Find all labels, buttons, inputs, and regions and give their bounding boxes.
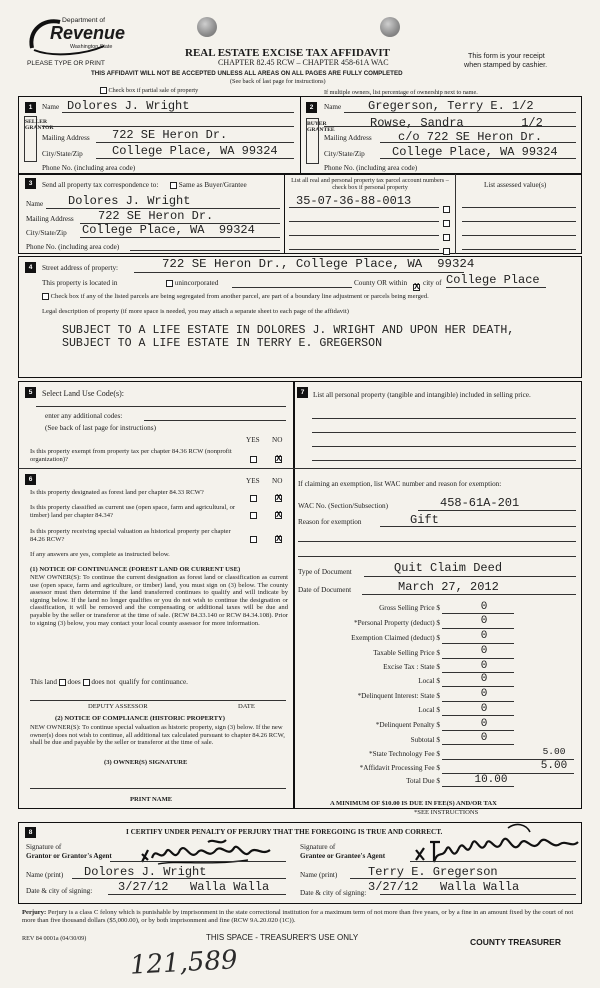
print-name-label: PRINT NAME — [130, 796, 173, 803]
section-6-badge: 6 — [25, 474, 36, 485]
s2-name-value-2[interactable]: Rowse, Sandra 1/2 — [370, 116, 543, 130]
property-city-value[interactable]: College Place — [446, 273, 540, 287]
s5-yes: YES — [246, 436, 260, 444]
section-5-badge: 5 — [25, 387, 36, 398]
taxable-price-label: Taxable Selling Price $ — [373, 649, 440, 657]
forest-yes-checkbox[interactable] — [250, 495, 257, 502]
doc-type-value[interactable]: Quit Claim Deed — [394, 561, 503, 575]
delinquent-penalty-label: *Delinquent Penalty $ — [375, 721, 440, 729]
section-7-badge: 7 — [297, 387, 308, 398]
grantor-name-print-label: Name (print) — [26, 871, 64, 879]
receipt-note-1: This form is your receipt — [468, 51, 545, 60]
segregated-checkbox[interactable] — [42, 293, 49, 300]
wac-value[interactable]: 458-61A-201 — [440, 496, 520, 510]
excise-local-value[interactable]: 0 — [480, 673, 488, 685]
segregated-row — [42, 293, 429, 301]
excise-state-label: Excise Tax : State $ — [383, 663, 440, 671]
continuance-row — [30, 678, 188, 686]
form-warning: THIS AFFIDAVIT WILL NOT BE ACCEPTED UNLESS ALL AREAS ON ALL PAGES ARE FULLY COMPLETED — [91, 70, 403, 77]
section-4-badge: 4 — [25, 262, 36, 273]
grantor-name-print[interactable]: Dolores J. Wright — [84, 865, 207, 879]
qualify-label: qualify for continuance. — [119, 678, 188, 686]
doc-date-label: Date of Document — [298, 586, 352, 594]
partial-sale-label: Check box if partial sale of property — [108, 87, 199, 94]
notice-continuance-body: NEW OWNER(S): To continue the current designation as forest land or classification as current use (open space, farm and agriculture, or timber) land, you must sign on (3) below. The county assessor must then determine if the land transferred continues to qualify and will indicate by signing below. If the land no longer qualifies or you do not wish to continue the designation or classification, it will be removed and the compensating or additional taxes will be due and payable by the seller or transferor at the time of sale. (RCW 84.33.140 or RCW 84.34.108). Prior to signing (3) below, you may contact your local county assessor for more information. — [30, 574, 288, 627]
grantee-date-city-label: Date & city of signing: — [300, 889, 367, 897]
processing-fee-label: *Affidavit Processing Fee $ — [359, 764, 440, 772]
assessed-header: List assessed value(s) — [484, 181, 547, 189]
county-or-within: County OR within — [354, 279, 408, 287]
partial-sale-checkbox[interactable] — [100, 87, 107, 94]
grantor-date-city-label: Date & city of signing: — [26, 887, 93, 895]
perjury-label: Perjury: — [22, 909, 47, 916]
doc-type-label: Type of Document — [298, 568, 352, 576]
gross-price-value[interactable]: 0 — [480, 601, 488, 613]
s1-name-label: Name — [42, 103, 60, 111]
perjury-statement — [22, 909, 582, 924]
grantor-sig-of: Signature of — [26, 843, 62, 851]
grantee-agent-label: Grantee or Grantee's Agent — [300, 852, 386, 860]
notice-continuance-title: (1) NOTICE OF CONTINUANCE (FOREST LAND OR CURRENT USE) — [30, 566, 241, 573]
s6-yes: YES — [246, 477, 260, 485]
delinquent-interest-state-label: *Delinquent Interest: State $ — [357, 692, 440, 700]
agency-line3: Washington State — [70, 44, 113, 50]
this-land-label: This land — [30, 678, 57, 686]
certify-statement: I CERTIFY UNDER PENALTY OF PERJURY THAT THE FOREGOING IS TRUE AND CORRECT. — [126, 828, 443, 836]
street-value[interactable]: 722 SE Heron Dr., College Place, WA 99324 — [162, 257, 475, 271]
receipt-note-2: when stamped by cashier. — [464, 60, 548, 69]
legal-description-line-1[interactable]: SUBJECT TO A LIFE ESTATE IN DOLORES J. WRIGHT AND UPON HER DEATH, — [62, 324, 515, 337]
historic-no-checkbox[interactable] — [275, 536, 282, 543]
unincorporated-label: unincorporated — [174, 279, 219, 287]
located-label: This property is located in — [42, 279, 118, 287]
see-back-instructions: (See back of last page for instructions) — [230, 78, 326, 85]
s1-addr-value[interactable]: 722 SE Heron Dr. — [112, 128, 228, 142]
s3-addr-label: Mailing Address — [26, 215, 74, 223]
unincorporated-row — [166, 279, 218, 287]
s5-see-back: (See back of last page for instructions) — [45, 424, 156, 432]
gross-price-label: Gross Selling Price $ — [379, 604, 440, 612]
s2-city-label: City/State/Zip — [324, 150, 365, 158]
taxable-price-value[interactable]: 0 — [480, 645, 488, 657]
historic-yes-checkbox[interactable] — [250, 536, 257, 543]
s2-phone-label: Phone No. (including area code) — [324, 164, 418, 172]
punch-hole-left — [197, 17, 217, 37]
s1-addr-label: Mailing Address — [42, 134, 90, 142]
s3-addr-value[interactable]: 722 SE Heron Dr. — [98, 209, 214, 223]
delinquent-interest-state-value[interactable]: 0 — [480, 688, 488, 700]
parcel-4-personal-checkbox[interactable] — [443, 248, 450, 255]
personal-property-deduct-label: *Personal Property (deduct) $ — [353, 619, 440, 627]
subtotal-value[interactable]: 0 — [480, 732, 488, 744]
parcel-1-personal-checkbox[interactable] — [443, 206, 450, 213]
deputy-date-label: DATE — [238, 703, 255, 710]
agency-logo-text: Revenue — [50, 23, 126, 43]
notice-compliance-title: (2) NOTICE OF COMPLIANCE (HISTORIC PROPERTY) — [55, 715, 225, 722]
s3-same-as-row — [170, 181, 247, 189]
does-label: does — [67, 678, 81, 686]
see-instructions-note: *SEE INSTRUCTIONS — [414, 809, 479, 816]
notice-compliance-body: NEW OWNER(S): To continue special valuation as historic property, sign (3) below. If the new owner(s) does not wish to continue, all additional tax calculated pursuant to chapter 84.26 RCW, shall be due and payable by the seller or transferor at the time of sale. — [30, 724, 285, 747]
owner-signature-label: (3) OWNER(S) SIGNATURE — [104, 759, 188, 766]
s2-addr-value[interactable]: c/o 722 SE Heron Dr. — [398, 130, 543, 144]
forest-question: Is this property designated as forest land per chapter 84.33 RCW? — [30, 489, 204, 496]
s1-phone-label: Phone No. (including area code) — [42, 164, 136, 172]
s3-correspondence-label: Send all property tax correspondence to: — [42, 181, 159, 189]
deputy-assessor-label: DEPUTY ASSESSOR — [88, 703, 148, 710]
treasurer-use-label: THIS SPACE - TREASURER'S USE ONLY — [206, 933, 359, 942]
any-yes-note: If any answers are yes, complete as instructed below. — [30, 551, 170, 558]
additional-codes-label: enter any additional codes: — [45, 412, 123, 420]
partial-sale-row — [100, 87, 198, 94]
unincorporated-checkbox[interactable] — [166, 280, 173, 287]
exemption-claimed-value[interactable]: 0 — [480, 630, 488, 642]
s1-name-value[interactable]: Dolores J. Wright — [67, 99, 190, 113]
current-use-no-checkbox[interactable] — [275, 512, 282, 519]
subtotal-label: Subtotal $ — [410, 736, 440, 744]
delinquent-interest-local-value[interactable]: 0 — [480, 703, 488, 715]
s1-city-label: City/State/Zip — [42, 150, 83, 158]
parcel-number[interactable]: 35-07-36-88-0013 — [296, 194, 412, 208]
street-label: Street address of property: — [42, 264, 119, 272]
exempt-no-checkbox[interactable] — [275, 456, 282, 463]
exemption-label: If claiming an exemption, list WAC number and reason for exemption: — [298, 480, 502, 488]
s3-city-value[interactable]: College Place, WA 99324 — [82, 223, 255, 237]
excise-state-value[interactable]: 0 — [480, 660, 488, 672]
buyer-tab: BUYER GRANTEE — [306, 118, 319, 164]
tax-lines — [298, 602, 576, 786]
s3-name-label: Name — [26, 200, 44, 208]
tech-fee-value[interactable]: 5.00 — [542, 746, 566, 757]
segregated-label: Check box if any of the listed parcels are being segregated from another parcel, are part of a boundary line adjustment or parcels being merged. — [50, 293, 429, 301]
land-use-label: Select Land Use Code(s): — [42, 389, 124, 398]
city-of-label: city of — [423, 279, 442, 287]
minimum-due-note: A MINIMUM OF $10.00 IS DUE IN FEE(S) AND/OR TAX — [330, 800, 497, 807]
excise-local-label: Local $ — [418, 677, 440, 685]
exempt-yes-checkbox[interactable] — [250, 456, 257, 463]
exempt-question: Is this property exempt from property tax per chapter 84.36 RCW (nonprofit organization)? — [30, 448, 232, 463]
grantee-name-print[interactable]: Terry E. Gregerson — [368, 865, 498, 879]
current-use-question: Is this property classified as current use (open space, farm and agricultural, or timber) land per chapter 84.34? — [30, 504, 236, 519]
city-of-checkbox[interactable] — [413, 284, 420, 291]
same-as-buyer-checkbox[interactable] — [170, 182, 177, 189]
delinquent-interest-local-label: Local $ — [418, 706, 440, 714]
exemption-claimed-label: Exemption Claimed (deduct) $ — [351, 634, 440, 642]
tech-fee-label: *State Technology Fee $ — [368, 750, 440, 758]
does-not-label: does not — [91, 678, 116, 686]
legal-description-label: Legal description of property (if more space is needed, you may attach a separate sheet to each page of the affidavit) — [42, 308, 349, 315]
parcel-header: List all real and personal property tax parcel account numbers – check box if personal property — [291, 177, 449, 192]
s1-city-value[interactable]: College Place, WA 99324 — [112, 144, 278, 158]
total-due-label: Total Due $ — [406, 777, 440, 785]
section-1-badge: 1 — [25, 102, 36, 113]
total-due-value[interactable]: 10.00 — [474, 774, 508, 786]
county-treasurer-label: COUNTY TREASURER — [470, 937, 561, 947]
legal-description-line-2[interactable]: SUBJECT TO A LIFE ESTATE IN TERRY E. GREGERSON — [62, 337, 383, 350]
parcel-3-personal-checkbox[interactable] — [443, 234, 450, 241]
s6-no: NO — [272, 477, 283, 485]
s3-phone-label: Phone No. (including area code) — [26, 243, 120, 251]
type-or-print: PLEASE TYPE OR PRINT — [27, 60, 105, 67]
does-checkbox[interactable] — [59, 679, 66, 686]
s3-name-value[interactable]: Dolores J. Wright — [68, 194, 191, 208]
delinquent-penalty-value[interactable]: 0 — [480, 718, 488, 730]
form-chapter: CHAPTER 82.45 RCW – CHAPTER 458-61A WAC — [218, 58, 389, 67]
wac-label: WAC No. (Section/Subsection) — [298, 502, 389, 510]
grantee-sig-of: Signature of — [300, 843, 336, 851]
historic-question: Is this property receiving special valuation as historical property per chapter 84.26 RCW? — [30, 528, 231, 543]
s2-city-value[interactable]: College Place, WA 99324 — [392, 145, 558, 159]
personal-property-label: List all personal property (tangible and intangible) included in selling price. — [313, 391, 531, 399]
section-3-badge: 3 — [25, 178, 36, 189]
section-8-badge: 8 — [25, 827, 36, 838]
processing-fee-value[interactable]: 5.00 — [540, 760, 568, 772]
perjury-text: Perjury is a class C felony which is punishable by imprisonment in the state correctional institution for a maximum term of not more than five years, or by a fine in an amount fixed by the court of not more than five thousand dollars ($5,000.00), or by both imprisonment and fine (RCW 9A.20.020 (1C)). — [22, 909, 574, 924]
dor-logo — [26, 12, 126, 62]
grantee-date-city[interactable]: 3/27/12 Walla Walla — [368, 880, 520, 894]
reason-label: Reason for exemption — [298, 518, 362, 526]
s2-addr-label: Mailing Address — [324, 134, 372, 142]
forest-no-checkbox[interactable] — [275, 495, 282, 502]
multiple-owners-note: If multiple owners, list percentage of ownership next to name. — [324, 89, 478, 96]
personal-property-deduct-value[interactable]: 0 — [480, 615, 488, 627]
section-2-badge: 2 — [306, 102, 317, 113]
parcel-2-personal-checkbox[interactable] — [443, 220, 450, 227]
does-not-checkbox[interactable] — [83, 679, 90, 686]
grantor-date-city[interactable]: 3/27/12 Walla Walla — [118, 880, 270, 894]
agency-line1: Department of — [62, 17, 106, 24]
handwritten-number: 121,589 — [129, 945, 239, 981]
s5-no: NO — [272, 436, 283, 444]
current-use-yes-checkbox[interactable] — [250, 512, 257, 519]
grantee-name-print-label: Name (print) — [300, 871, 338, 879]
punch-hole-right — [380, 17, 400, 37]
form-number: REV 84 0001a (04/30/09) — [22, 935, 87, 942]
same-as-buyer-label: Same as Buyer/Grantee — [178, 181, 247, 189]
grantor-agent-label: Grantor or Grantor's Agent — [26, 852, 112, 860]
reason-value[interactable]: Gift — [410, 513, 439, 527]
seller-tab: SELLER GRANTOR — [24, 116, 37, 162]
s2-name-value-1[interactable]: Gregerson, Terry E. 1/2 — [368, 99, 534, 113]
s3-city-label: City/State/Zip — [26, 229, 67, 237]
s2-name-label: Name — [324, 103, 342, 111]
doc-date-value[interactable]: March 27, 2012 — [398, 580, 499, 594]
form-title: REAL ESTATE EXCISE TAX AFFIDAVIT — [185, 47, 390, 59]
